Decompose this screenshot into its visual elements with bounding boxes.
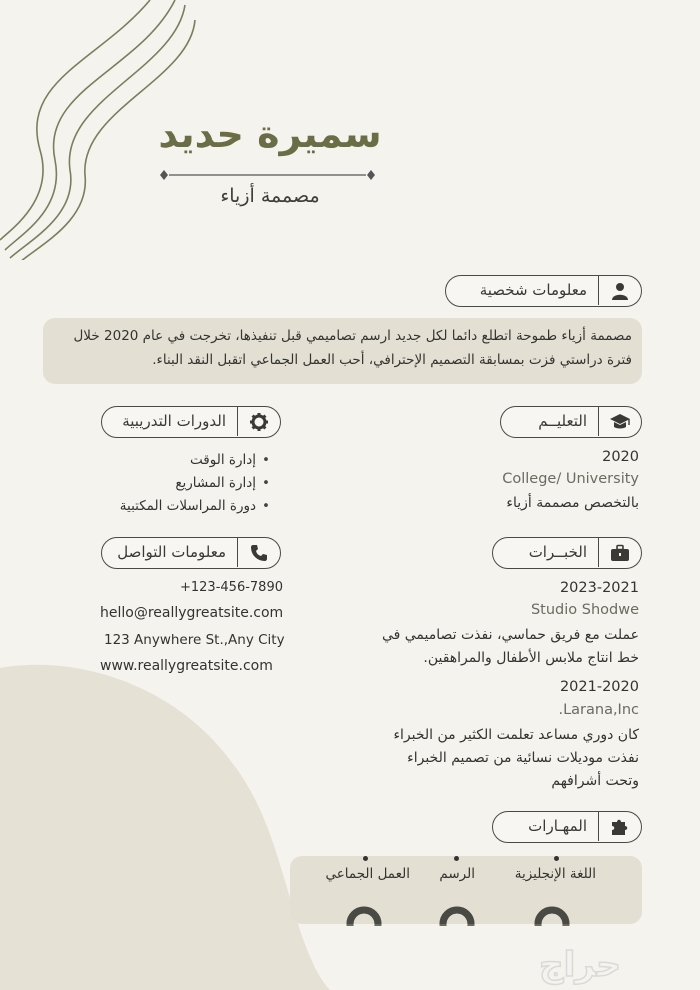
graduation-cap-icon bbox=[598, 407, 641, 436]
skill-label-english: اللغة الإنجليزية bbox=[514, 866, 596, 882]
list-item: • إدارة الوقت bbox=[120, 449, 270, 472]
skill-gauge-fill bbox=[443, 910, 471, 926]
job-2-line-2: نفذت موديلات نسائية من تصميم الخبراء bbox=[407, 750, 639, 766]
skill-dot bbox=[363, 856, 368, 861]
section-label-experience: الخبــرات bbox=[528, 543, 587, 561]
section-header-personal bbox=[445, 275, 642, 307]
puzzle-icon bbox=[598, 812, 641, 841]
phone-icon bbox=[237, 538, 280, 567]
list-item: • دورة المراسلات المكتبية bbox=[120, 495, 270, 518]
section-label-contact: معلومات التواصل bbox=[117, 543, 226, 561]
list-item: • إدارة المشاريع bbox=[120, 472, 270, 495]
contact-address: 123 Anywhere St.,Any City bbox=[104, 632, 285, 648]
job-1-company: Studio Shodwe bbox=[530, 602, 639, 618]
job-1-line-2: خط انتاج ملابس الأطفال والمراهقين. bbox=[423, 650, 639, 666]
section-label-skills: المهـارات bbox=[528, 817, 587, 835]
section-label-courses: الدورات التدريبية bbox=[122, 412, 226, 430]
skill-label-teamwork: العمل الجماعي bbox=[325, 866, 410, 882]
courses-list bbox=[120, 449, 270, 518]
skill-dot bbox=[554, 856, 559, 861]
user-icon bbox=[598, 276, 641, 305]
gear-icon bbox=[237, 407, 280, 436]
name-divider bbox=[155, 168, 380, 182]
skill-gauge-fill bbox=[350, 910, 378, 926]
person-name: سميرة حديد bbox=[158, 112, 382, 156]
section-label-education: التعليــم bbox=[538, 412, 587, 430]
education-year: 2020 bbox=[602, 449, 639, 465]
section-label-personal: معلومات شخصية bbox=[479, 281, 587, 299]
job-2-line-1: كان دوري مساعد تعلمت الكثير من الخبراء bbox=[393, 727, 639, 743]
contact-website: www.reallygreatsite.com bbox=[100, 658, 273, 674]
job-2-period: 2021-2020 bbox=[559, 679, 639, 695]
skill-label-drawing: الرسم bbox=[439, 866, 475, 882]
job-1-line-1: عملت مع فريق حماسي، نفذت تصاميمي في bbox=[381, 627, 639, 643]
section-header-experience bbox=[492, 537, 642, 569]
contact-email: hello@reallygreatsite.com bbox=[100, 605, 284, 621]
job-2-line-3: وتحت أشرافهم bbox=[551, 773, 639, 789]
section-header-skills bbox=[492, 811, 642, 843]
briefcase-icon bbox=[598, 538, 641, 567]
job-2-company: Larana,Inc. bbox=[558, 702, 639, 718]
skill-gauges bbox=[290, 896, 642, 926]
education-specialty: بالتخصص مصممة أزياء bbox=[506, 495, 639, 511]
summary-text: مصممة أزياء طموحة اتطلع دائما لكل جديد ارسم تصاميمي قبل تنفيذها، تخرجت في عام 2020 خلال فترة دراستي فزت بمسابقة التصميم الإحترافي، أحب العمل الجماعي اتقبل النقد البناء. bbox=[73, 328, 632, 368]
skill-dot bbox=[454, 856, 459, 861]
watermark-logo bbox=[470, 940, 690, 988]
job-title: مصممة أزياء bbox=[220, 185, 320, 207]
section-header-courses bbox=[101, 406, 281, 438]
education-institution: College/ University bbox=[502, 471, 639, 487]
section-header-education bbox=[500, 406, 642, 438]
skill-gauge-fill bbox=[538, 910, 566, 926]
job-1-period: 2023-2021 bbox=[559, 580, 639, 596]
svg-text:حراج: حراج bbox=[539, 945, 621, 985]
section-header-contact bbox=[101, 537, 281, 569]
contact-phone: +123-456-7890 bbox=[180, 580, 283, 595]
